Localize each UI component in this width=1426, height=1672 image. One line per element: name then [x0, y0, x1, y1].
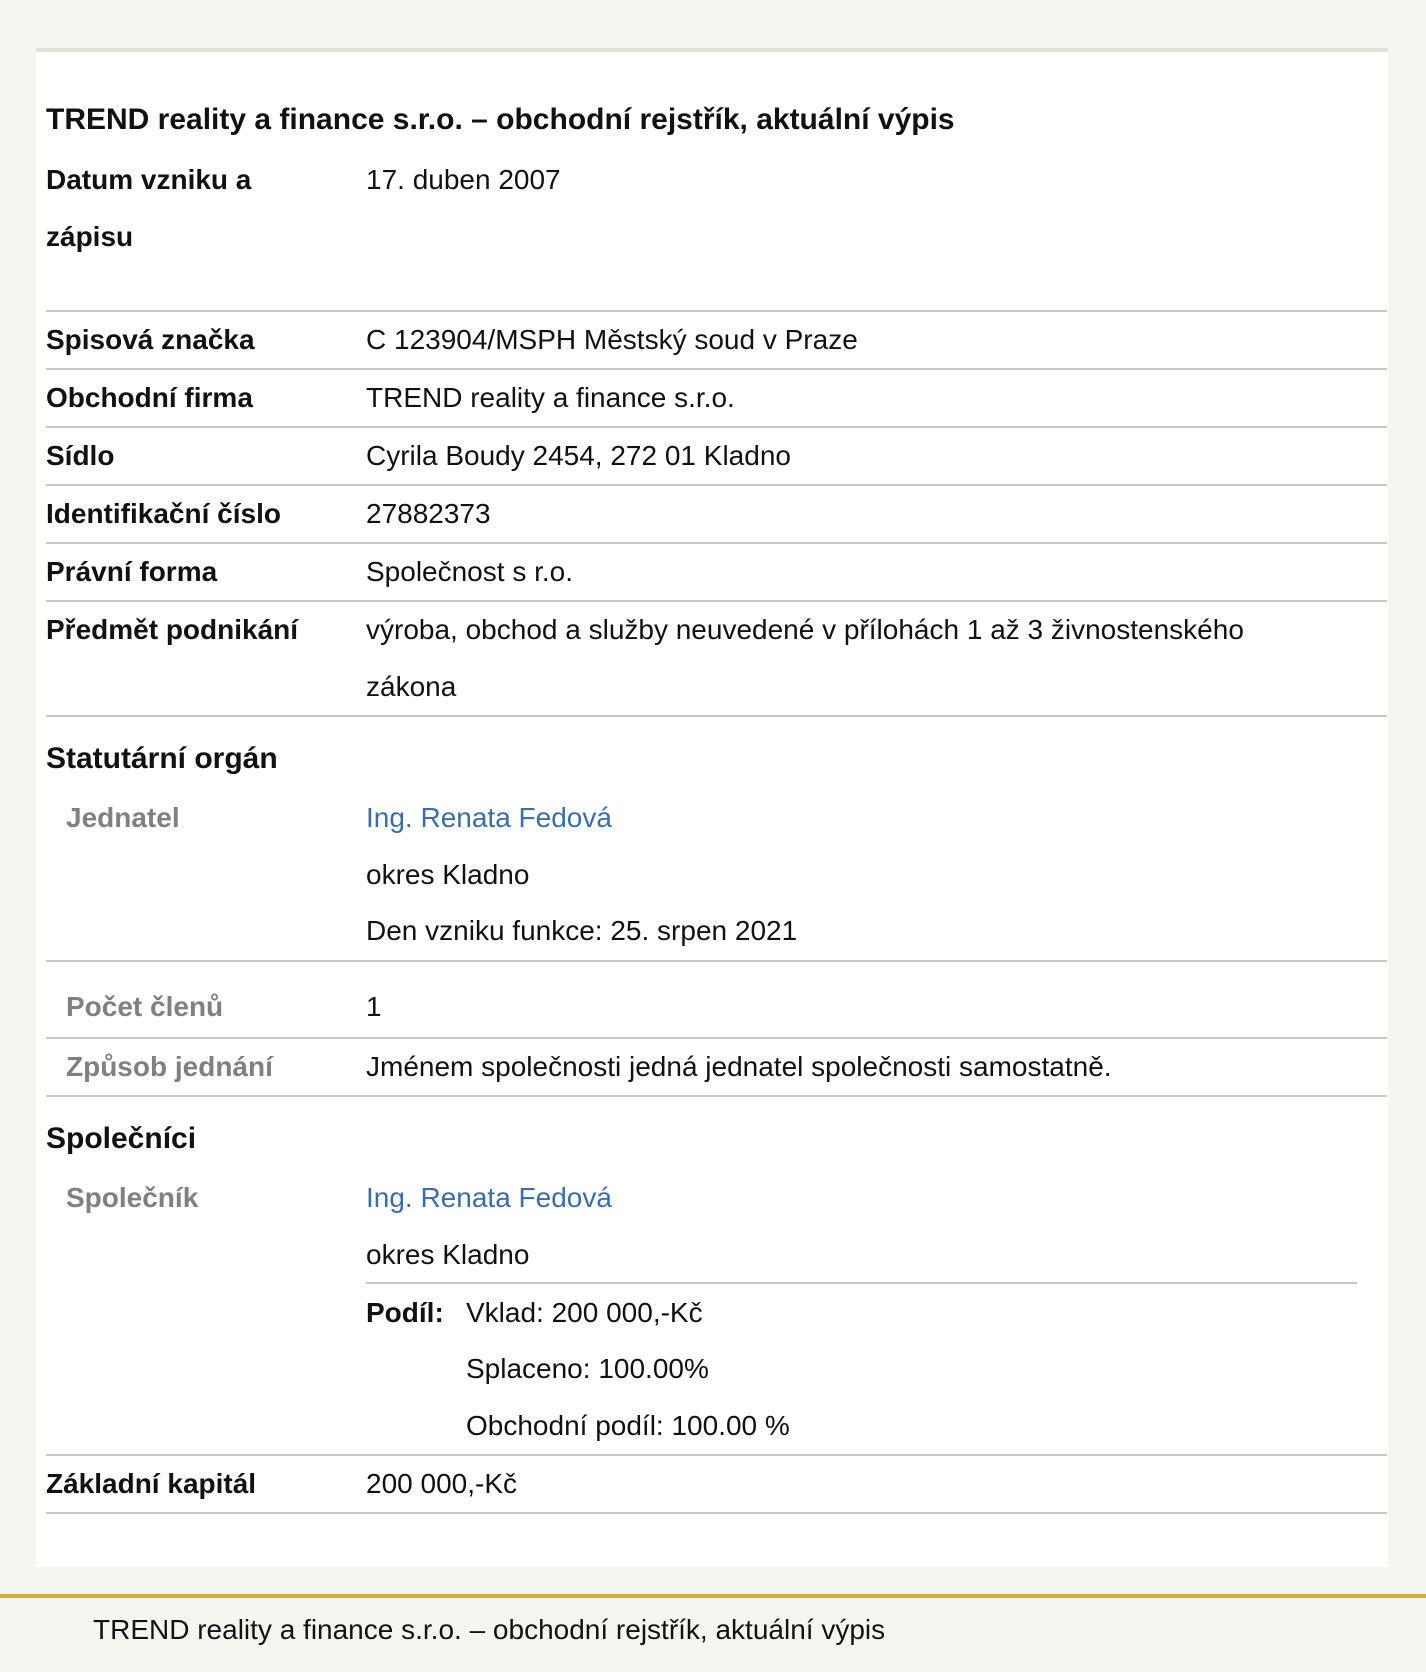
label-spisova-znacka: Spisová značka — [46, 324, 255, 355]
page-title: TREND reality a finance s.r.o. – obchodní rejstřík, aktuální výpis — [46, 103, 955, 136]
value-jednatel-den-vzniku: Den vzniku funkce: 25. srpen 2021 — [366, 915, 798, 946]
value-jednatel-okres: okres Kladno — [366, 859, 530, 890]
label-datum-vzniku-line2: zápisu — [46, 221, 134, 252]
row-sidlo — [46, 426, 1387, 486]
label-sidlo: Sídlo — [46, 440, 115, 471]
label-zakladni-kapital: Základní kapitál — [46, 1468, 257, 1499]
value-sidlo: Cyrila Boudy 2454, 272 01 Kladno — [366, 440, 791, 471]
value-pravni-forma: Společnost s r.o. — [366, 556, 574, 587]
label-podil: Podíl: — [366, 1297, 444, 1328]
link-jednatel-name[interactable]: Ing. Renata Fedová — [366, 802, 612, 833]
label-identifikacni-cislo: Identifikační číslo — [46, 498, 281, 529]
value-spisova-znacka: C 123904/MSPH Městský soud v Praze — [366, 324, 858, 355]
value-splaceno: Splaceno: 100.00% — [466, 1353, 709, 1384]
link-spolecnik-name[interactable]: Ing. Renata Fedová — [366, 1182, 612, 1213]
row-pravni-forma — [46, 542, 1387, 602]
section-spolecnici: Společníci — [46, 1122, 197, 1155]
section-statutarni-organ: Statutární orgán — [46, 742, 278, 775]
row-jednatel — [46, 788, 1387, 962]
value-obchodni-firma: TREND reality a finance s.r.o. — [366, 382, 735, 413]
row-spolecnik — [46, 1168, 1387, 1456]
row-zakladni-kapital — [46, 1454, 1387, 1514]
label-obchodni-firma: Obchodní firma — [46, 382, 253, 413]
label-pravni-forma: Právní forma — [46, 556, 218, 587]
label-jednatel: Jednatel — [66, 802, 180, 833]
value-predmet-podnikani-line1: výroba, obchod a služby neuvedené v přílohách 1 až 3 živnostenského — [366, 614, 1244, 645]
register-extract-card — [36, 48, 1388, 1567]
row-zpusob-jednani — [46, 1037, 1387, 1097]
value-zpusob-jednani: Jménem společnosti jedná jednatel společnosti samostatně. — [366, 1051, 1112, 1082]
row-identifikacni-cislo — [46, 484, 1387, 544]
footer-caption: TREND reality a finance s.r.o. – obchodní rejstřík, aktuální výpis — [93, 1614, 886, 1645]
value-pocet-clenu: 1 — [366, 991, 382, 1022]
label-datum-vzniku-line1: Datum vzniku a — [46, 164, 252, 195]
label-pocet-clenu: Počet členů — [66, 991, 224, 1022]
value-predmet-podnikani-line2: zákona — [366, 671, 457, 702]
value-identifikacni-cislo: 27882373 — [366, 498, 491, 529]
value-spolecnik-okres: okres Kladno — [366, 1239, 530, 1270]
row-predmet-podnikani — [46, 600, 1387, 717]
value-obchodni-podil: Obchodní podíl: 100.00 % — [466, 1410, 790, 1441]
row-pocet-clenu — [46, 960, 1387, 1039]
row-datum-vzniku — [46, 150, 1387, 312]
value-vklad: Vklad: 200 000,-Kč — [466, 1297, 703, 1328]
label-predmet-podnikani: Předmět podnikání — [46, 614, 299, 645]
label-zpusob-jednani: Způsob jednání — [66, 1051, 273, 1082]
label-spolecnik: Společník — [66, 1182, 199, 1213]
value-datum-vzniku: 17. duben 2007 — [366, 164, 561, 195]
value-zakladni-kapital: 200 000,-Kč — [366, 1468, 517, 1499]
row-spisova-znacka — [46, 310, 1387, 370]
footer-bar — [0, 1594, 1426, 1672]
row-obchodni-firma — [46, 368, 1387, 428]
